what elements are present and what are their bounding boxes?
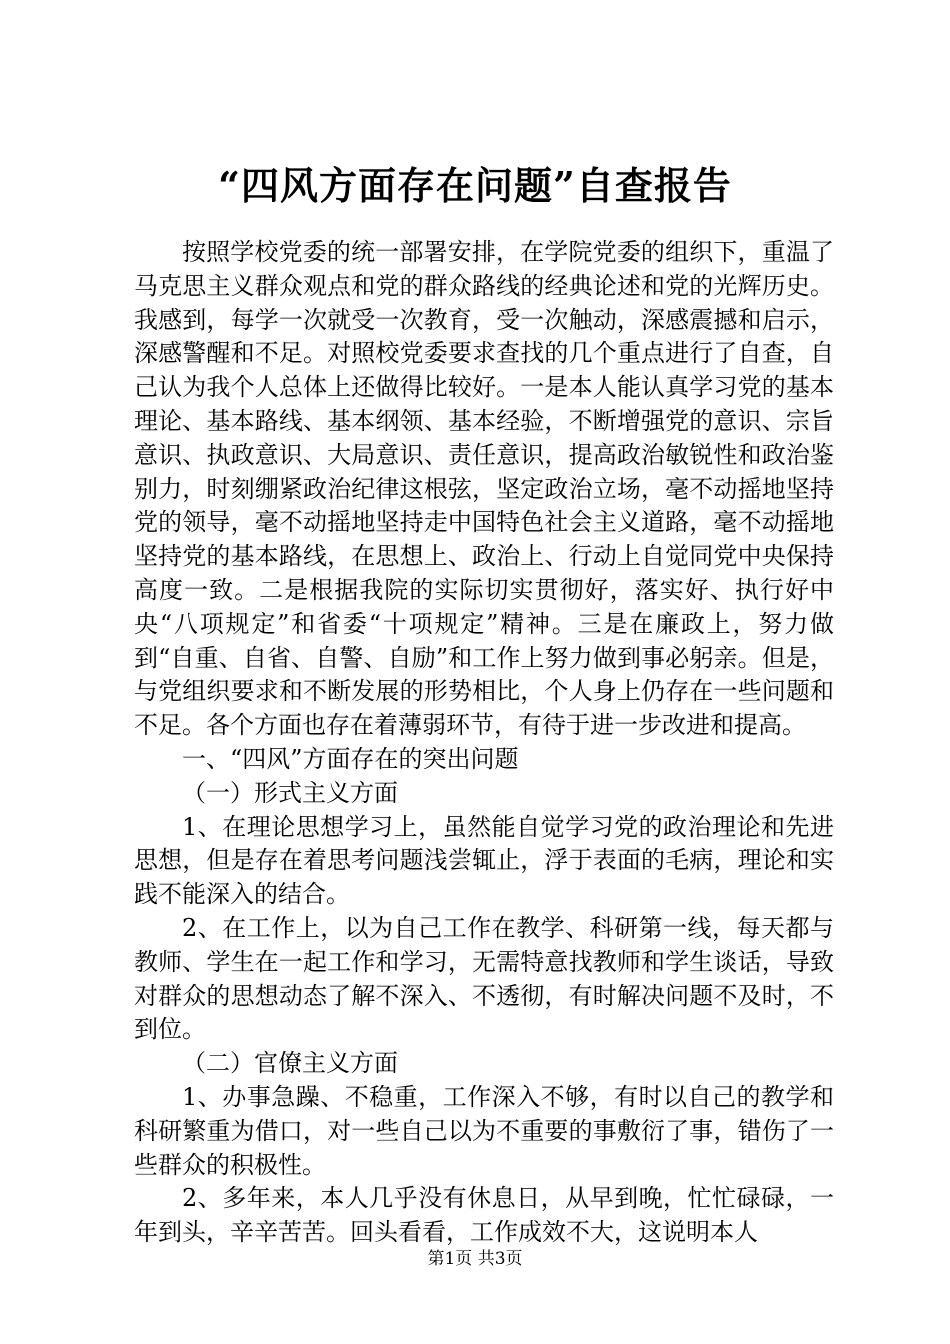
subsection-heading-bureaucracy: （二）官僚主义方面: [182, 1049, 398, 1078]
section-heading: 一、“四风”方面存在的突出问题: [182, 744, 519, 773]
document-title: “四风方面存在问题”自查报告: [218, 163, 732, 208]
bureaucracy-item-1: 1、办事急躁、不稳重，工作深入不够，有时以自己的教学和科研繁重为借口，对一些自己以为不重要的事敷衍了事，错伤了一些群众的积极性。: [134, 1082, 834, 1179]
formalism-item-2: 2、在工作上，以为自己工作在教学、科研第一线，每天都与教师、学生在一起工作和学习，无需特意找教师和学生谈话，导致对群众的思想动态了解不深入、不透彻，有时解决问题不及时，不到位。: [134, 913, 834, 1044]
page-footer: 第1页 共3页: [427, 1249, 523, 1269]
document-body: [134, 236, 834, 1250]
formalism-item-1: 1、在理论思想学习上，虽然能自觉学习党的政治理论和先进思想，但是存在着思考问题浅尝辄止，浮于表面的毛病，理论和实践不能深入的结合。: [134, 812, 834, 909]
bureaucracy-item-2: 2、多年来，本人几乎没有休息日，从早到晚，忙忙碌碌，一年到头，辛辛苦苦。回头看看，工作成效不大，这说明本人: [134, 1184, 834, 1247]
subsection-heading-formalism: （一）形式主义方面: [182, 778, 398, 807]
intro-paragraph: 按照学校党委的统一部署安排，在学院党委的组织下，重温了马克思主义群众观点和党的群众路线的经典论述和党的光辉历史。我感到，每学一次就受一次教育，受一次触动，深感震撼和启示，深感警醒和不足。对照校党委要求查找的几个重点进行了自查，自己认为我个人总体上还做得比较好。一是本人能认真学习党的基本理论、基本路线、基本纲领、基本经验，不断增强党的意识、宗旨意识、执政意识、大局意识、责任意识，提高政治敏锐性和政治鉴别力，时刻绷紧政治纪律这根弦，坚定政治立场，毫不动摇地坚持党的领导，毫不动摇地坚持走中国特色社会主义道路，毫不动摇地坚持党的基本路线，在思想上、政治上、行动上自觉同党中央保持高度一致。二是根据我院的实际切实贯彻好，落实好、执行好中央“八项规定”和省委“十项规定”精神。三是在廉政上，努力做到“自重、自省、自警、自励”和工作上努力做到事必躬亲。但是，与党组织要求和不断发展的形势相比，个人身上仍存在一些问题和不足。各个方面也存在着薄弱环节，有待于进一步改进和提高。: [134, 238, 834, 740]
